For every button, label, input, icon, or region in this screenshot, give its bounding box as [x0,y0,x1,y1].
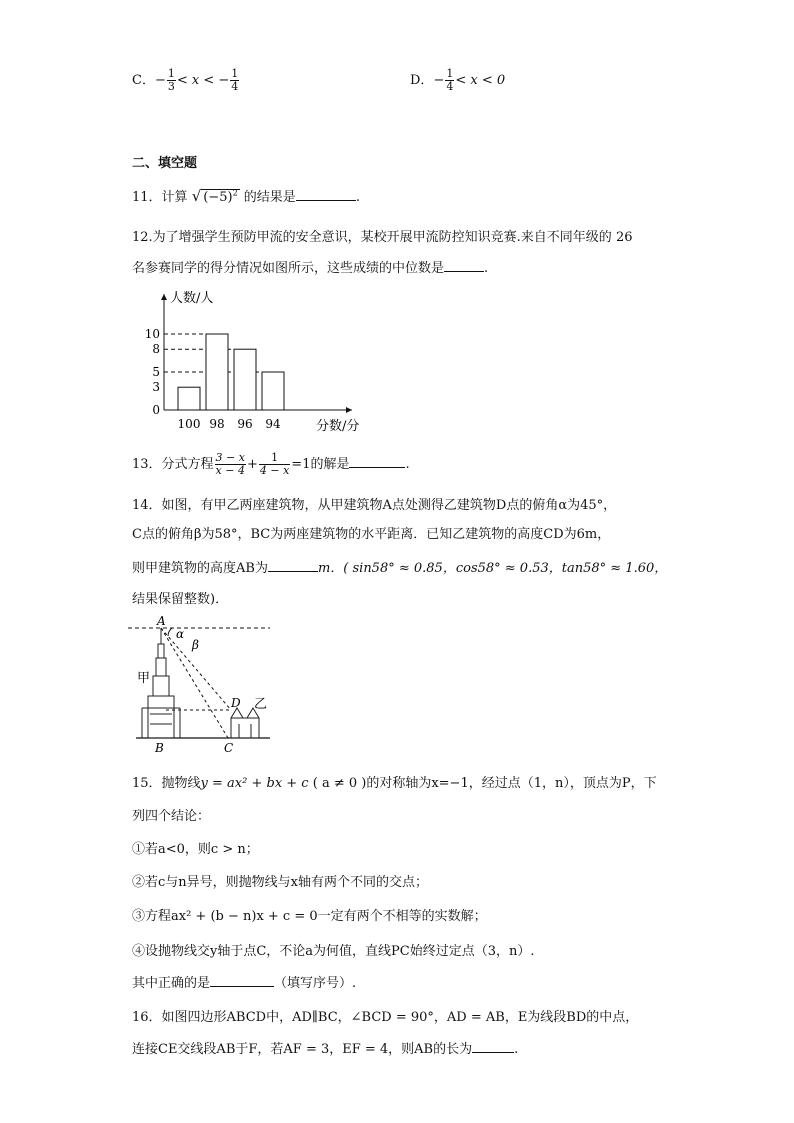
label-b: B [155,741,164,754]
bar [206,334,228,410]
y-tick-label: 5 [152,365,160,379]
answer-blank [472,1040,514,1053]
question-16-line1: 16．如图四边形ABCD中，AD∥BC，∠BCD = 90°，AD = AB，E为线段BD的中点， [132,1010,639,1025]
question-14-line1: 14．如图，有甲乙两座建筑物，从甲建筑物A点处测得乙建筑物D点的俯角α为45°， [132,498,617,513]
answer-blank [444,259,484,272]
fraction: $\frac{1}{4 - x}$ [259,451,290,477]
x-tick-label: 100 [177,417,201,431]
question-15-item2: ②若c与n异号，则抛物线与x轴有两个不同的交点； [132,875,428,890]
section-title: 二、填空题 [132,156,198,171]
y-tick-label: 8 [152,342,160,357]
label-alpha: α [176,627,185,641]
question-14-line4: 结果保留整数)． [132,592,229,607]
question-15-item3: ③方程ax² + (b − n)x + c = 0一定有两个不相等的实数解； [132,909,487,924]
question-14-line2: C点的俯角β为58°，BC为两座建筑物的水平距离．已知乙建筑物的高度CD为6m， [132,527,611,542]
angle-arc [168,628,172,636]
question-13: 13．分式方程 $\frac{3 - x}{x - 4}$ + $\frac{1}{4 - x}$ =1的解是 . [132,451,410,477]
answer-blank [349,455,405,468]
question-14-line3: 则甲建筑物的高度AB为 m．( sin58° ≈ 0.85，cos58° ≈ 0.53，tan58° ≈ 1.60， [132,561,668,576]
answer-blank [210,974,274,987]
choice-d: D．− $\frac{1}{4}$ < x < 0 [410,67,506,93]
label-a: A [157,614,166,628]
y-tick-label: 3 [152,380,160,395]
building-yi-icon [231,708,259,738]
fraction: $\frac{1}{4}$ [231,67,239,93]
fraction: $\frac{3 - x}{x - 4}$ [215,451,245,477]
fraction: $\frac{1}{4}$ [446,67,454,93]
question-11: 11．计算 √ $(-5)^2$ 的结果是 . [132,187,360,205]
question-15-item4: ④设抛物线交y轴于点C，不论a为何值，直线PC始终过定点（3，n）. [132,944,535,959]
fraction: $\frac{1}{3}$ [167,67,175,93]
bar [178,387,200,410]
question-12-line1: 12.为了增强学生预防甲流的安全意识，某校开展甲流防控知识竞赛.来自不同年级的 26 [132,230,633,245]
answer-blank [268,559,318,572]
y-tick-label: 10 [144,327,160,341]
question-16-line2: 连接CE交线段AB于F，若AF = 3，EF = 4，则AB的长为 . [132,1042,519,1057]
question-15-line1: 15．抛物线y = ax² + bx + c ( a ≠ 0 )的对称轴为x=−1，经过点（1，n），顶点为P，下 [132,776,657,791]
x-tick-label: 94 [265,417,281,431]
answer-blank [296,188,356,201]
label-beta: β [192,638,199,652]
label-c: C [224,741,234,754]
x-axis-label: 分数/分 [316,419,360,434]
score-bar-chart [140,288,380,438]
bar [234,349,256,410]
question-15-item1: ①若a<0，则c > n； [132,842,259,857]
question-12-line2: 名参赛同学的得分情况如图所示，这些成绩的中位数是 . [132,261,489,276]
y-tick-label: 0 [152,403,160,417]
bar [262,372,284,410]
label-d: D [231,696,241,710]
building-figure [128,614,278,754]
x-tick-label: 98 [209,417,225,431]
y-axis-label: 人数/人 [170,291,214,306]
question-15-answer: 其中正确的是 （填写序号）. [132,976,357,991]
label-yi: 乙 [254,697,268,712]
sqrt-expression: √ $(-5)^2$ [191,187,238,205]
question-15-line2: 列四个结论： [132,809,211,824]
x-tick-label: 96 [237,417,253,431]
label-jia: 甲 [137,671,151,686]
choice-c: C．− $\frac{1}{3}$ < x < − $\frac{1}{4}$ [132,67,239,93]
